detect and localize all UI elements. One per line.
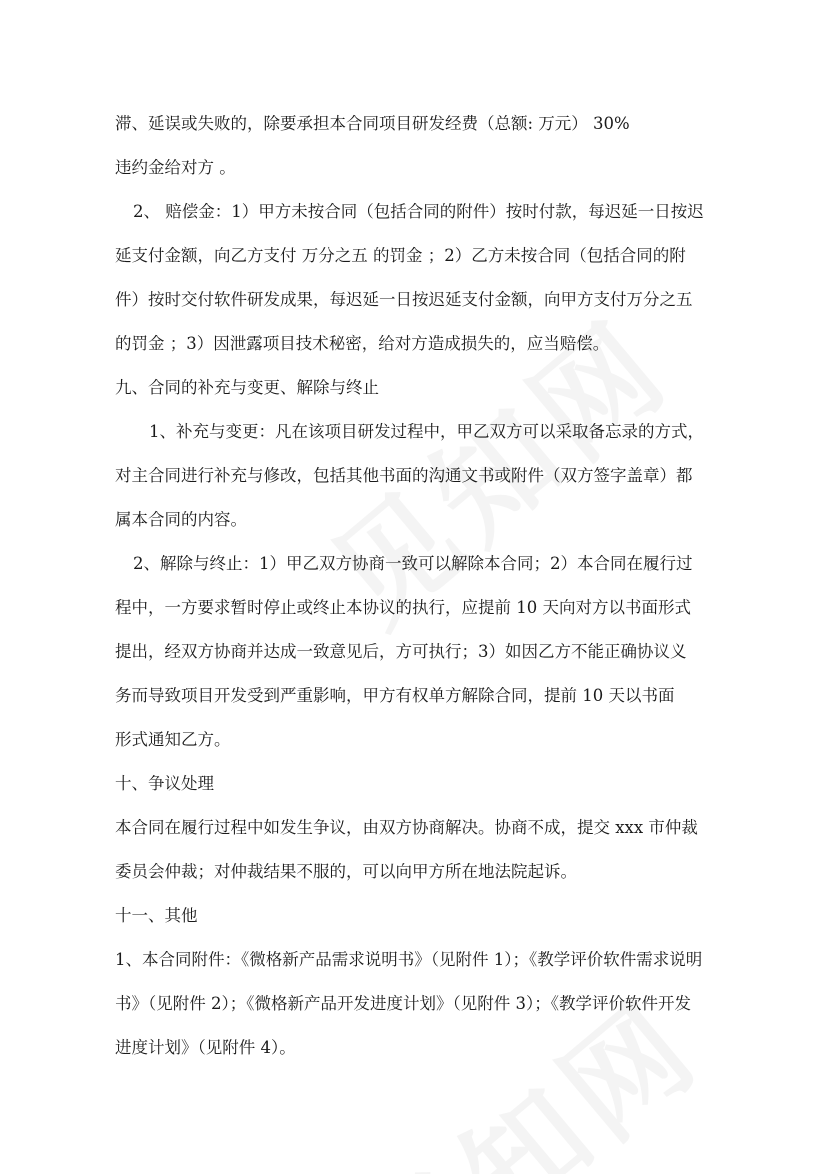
paragraph-line: 书》（见附件 2）；《微格新产品开发进度计划》（见附件 3）；《教学评价软件开发 xyxy=(115,994,691,1013)
paragraph-line: 程中，一方要求暂时停止或终止本协议的执行，应提前 10 天向对方以书面形式 xyxy=(115,598,691,617)
section-heading: 九、合同的补充与变更、解除与终止 xyxy=(115,378,379,397)
paragraph-line: 的罚金 ；3）因泄露项目技术秘密，给对方造成损失的，应当赔偿。 xyxy=(115,334,610,353)
paragraph-line: 违约金给对方 。 xyxy=(115,158,236,177)
paragraph-line: 务而导致项目开发受到严重影响，甲方有权单方解除合同，提前 10 天以书面 xyxy=(115,686,675,705)
paragraph-line: 属本合同的内容。 xyxy=(115,510,247,529)
paragraph-line: 进度计划》（见附件 4）。 xyxy=(115,1038,296,1057)
paragraph-line: 1、本合同附件：《微格新产品需求说明书》（见附件 1）；《教学评价软件需求说明 xyxy=(115,950,703,969)
watermark xyxy=(320,955,729,1174)
paragraph-line: 件）按时交付软件研发成果，每迟延一日按迟延支付金额，向甲方支付万分之五 xyxy=(115,290,693,309)
paragraph-line: 2、 赔偿金：1）甲方未按合同（包括合同的附件）按时付款，每迟延一日按迟 xyxy=(133,202,704,221)
paragraph-line: 2、解除与终止：1）甲乙双方协商一致可以解除本合同；2）本合同在履行过 xyxy=(133,554,693,573)
paragraph-line: 提出，经双方协商并达成一致意见后，方可执行；3）如因乙方不能正确协议义 xyxy=(115,642,687,661)
paragraph-line: 委员会仲裁；对仲裁结果不服的，可以向甲方所在地法院起诉。 xyxy=(115,862,577,881)
section-heading: 十、争议处理 xyxy=(115,774,214,793)
paragraph-line: 本合同在履行过程中如发生争议，由双方协商解决。协商不成，提交 xxx 市仲裁 xyxy=(115,818,698,837)
paragraph-line: 对主合同进行补充与修改，包括其他书面的沟通文书或附件（双方签字盖章）都 xyxy=(115,466,693,485)
paragraph-line: 1、补充与变更：凡在该项目研发过程中，甲乙双方可以采取备忘录的方式， xyxy=(149,422,704,441)
section-heading: 十一、其他 xyxy=(115,906,198,925)
paragraph-line: 滞、延误或失败的，除要承担本合同项目研发经费（总额: 万元） 30% xyxy=(115,114,630,133)
paragraph-line: 延支付金额，向乙方支付 万分之五 的罚金 ；2）乙方未按合同（包括合同的附 xyxy=(115,246,686,265)
paragraph-line: 形式通知乙方。 xyxy=(115,730,231,749)
